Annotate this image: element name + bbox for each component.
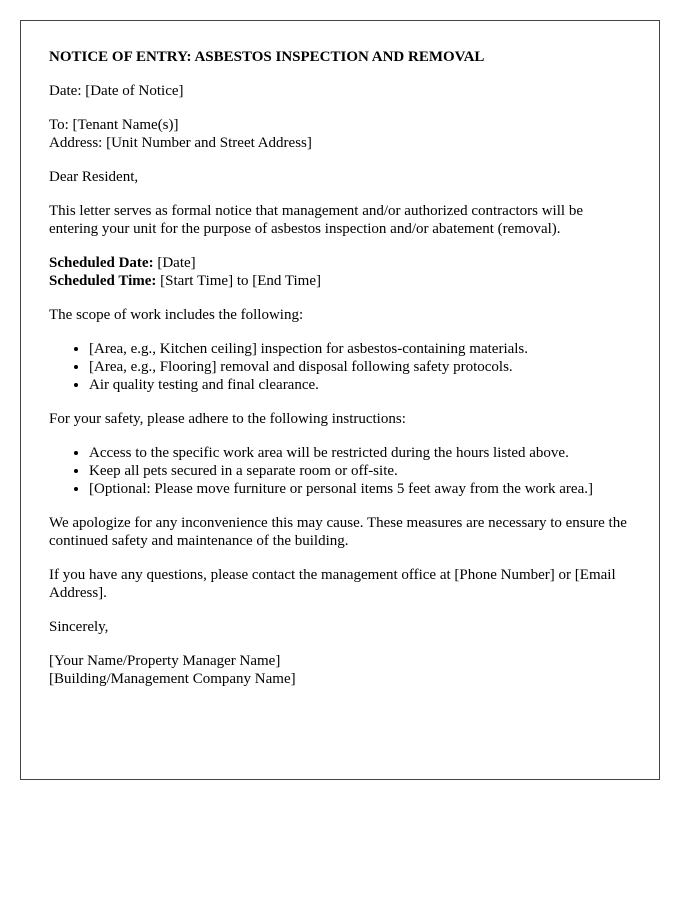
scheduled-date-line [49, 254, 631, 272]
to-line: To: [Tenant Name(s)] [49, 117, 179, 133]
scope-list [49, 340, 631, 394]
letter-page [20, 20, 660, 780]
recipient-block [49, 116, 631, 152]
list-item: • Access to the specific work area will be restricted during the hours listed above. [89, 444, 631, 462]
signature-block [49, 652, 631, 688]
scheduled-date-label: Scheduled Date: [49, 255, 154, 271]
apology-paragraph: We apologize for any inconvenience this may cause. These measures are necessary to ensure the continued safety and maintenance of the building. [49, 515, 627, 549]
letter-title: NOTICE OF ENTRY: ASBESTOS INSPECTION AND REMOVAL [49, 49, 485, 65]
list-item: • [Area, e.g., Flooring] removal and disposal following safety protocols. [89, 358, 631, 376]
list-item: • [Area, e.g., Kitchen ceiling] inspection for asbestos-containing materials. [89, 340, 631, 358]
address-line: Address: [Unit Number and Street Address] [49, 135, 312, 151]
list-item: • Keep all pets secured in a separate room or off-site. [89, 462, 631, 480]
scheduled-time-line [49, 272, 631, 290]
scheduled-time-value: [Start Time] to [End Time] [156, 273, 321, 289]
list-item: • Air quality testing and final clearance. [89, 376, 631, 394]
list-item: • [Optional: Please move furniture or personal items 5 feet away from the work area.] [89, 480, 631, 498]
closing: Sincerely, [49, 619, 109, 635]
scope-intro: The scope of work includes the following: [49, 307, 304, 323]
signature-company: [Building/Management Company Name] [49, 671, 296, 687]
salutation: Dear Resident, [49, 169, 139, 185]
contact-paragraph: If you have any questions, please contact the management office at [Phone Number] or [Email Address]. [49, 567, 616, 601]
signature-name: [Your Name/Property Manager Name] [49, 653, 281, 669]
scheduled-time-label: Scheduled Time: [49, 273, 157, 289]
intro-paragraph: This letter serves as formal notice that management and/or authorized contractors will be entering your unit for the purpose of asbestos inspection and/or abatement (removal). [49, 203, 583, 237]
schedule-block [49, 254, 631, 290]
safety-intro: For your safety, please adhere to the following instructions: [49, 411, 406, 427]
scheduled-date-value: [Date] [153, 255, 196, 271]
safety-list [49, 444, 631, 498]
date-line: Date: [Date of Notice] [49, 83, 184, 99]
